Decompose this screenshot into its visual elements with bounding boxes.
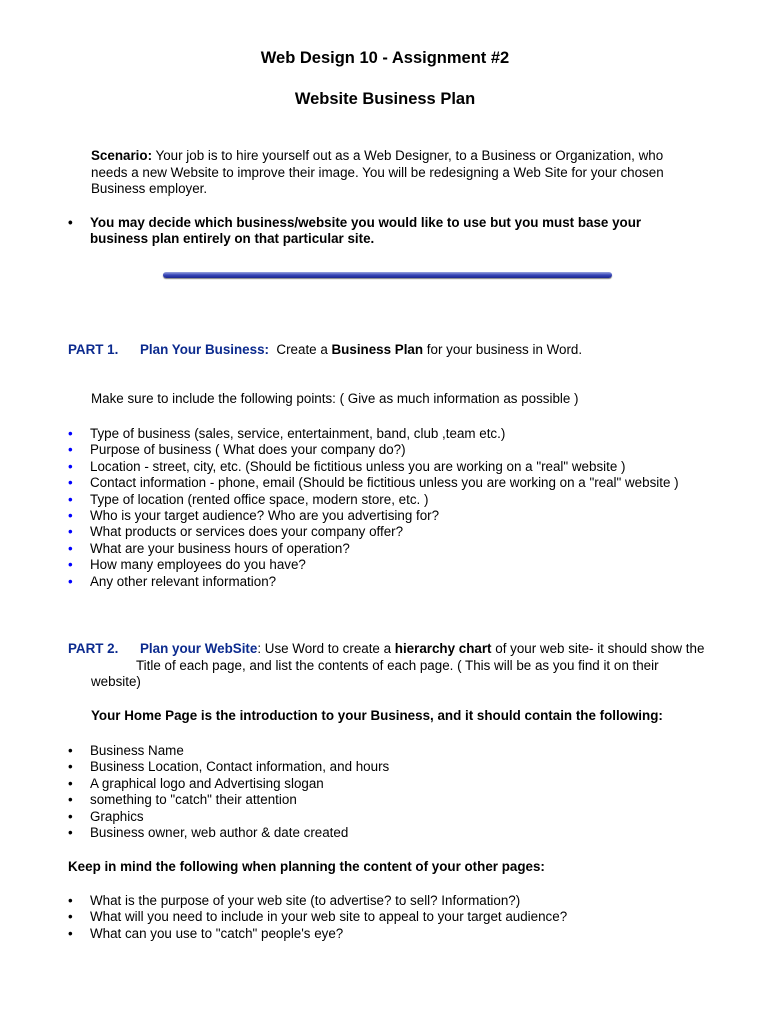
part2-heading [68,641,738,691]
bullet-icon [68,459,90,475]
part1-title: Plan Your Business: [140,342,269,357]
part2-text-after: of your web site- it should show the [491,641,705,656]
document-subtitle: Website Business Plan [294,90,476,108]
list-item-text: Who is your target audience? Who are you advertising for? [90,508,440,524]
list-item [68,909,567,925]
list-item-text: Business Location, Contact information, and hours [90,759,390,775]
bullet-icon [68,809,90,825]
part2-line1 [68,641,738,658]
bullet-icon [68,557,90,573]
part1-text-before: Create a [268,342,332,357]
part2-line2: Title of each page, and list the contents of each page. ( This will be as you find it on their [136,657,659,673]
document-title: Web Design 10 - Assignment #2 [260,49,510,67]
part2-text-before: : Use Word to create a [257,641,395,656]
part1-list [68,426,748,590]
list-item-text: Type of business (sales, service, entertainment, band, club ,team etc.) [90,426,506,441]
list-item-text: A graphical logo and Advertising slogan [90,775,324,791]
list-item-text: What are your business hours of operation? [90,540,350,556]
list-item [68,459,748,475]
list-item-text: Business Name [90,743,184,758]
list-item [68,809,389,825]
list-item [68,492,748,508]
list-item-text: Business owner, web author & date created [90,825,349,841]
list-item-text: Type of location (rented office space, modern store, etc. ) [90,491,429,507]
bullet-icon [68,215,90,248]
bullet-icon [68,508,90,524]
part1-text-after: for your business in Word. [423,342,583,357]
list-item-text: What will you need to include in your web site to appeal to your target audience? [90,909,568,925]
keep-in-mind-heading: Keep in mind the following when planning the content of your other pages: [68,859,545,874]
part1-heading [68,342,728,359]
keep-in-mind-list [68,893,567,942]
bullet-icon [68,893,90,909]
list-item [68,426,748,442]
list-item-text: Purpose of business ( What does your company do?) [90,442,406,458]
list-item-text: Any other relevant information? [90,573,277,589]
bullet-icon [68,926,90,942]
bullet-icon [68,909,90,925]
list-item [68,893,567,909]
list-item [68,759,389,775]
scenario-paragraph [91,148,701,198]
list-item [68,524,748,540]
scenario-label: Scenario: [91,148,153,163]
bullet-icon [68,825,90,841]
requirement-text: You may decide which business/website you would like to use but you must base your business plan entirely on that particular site. [90,215,642,247]
bullet-icon [68,743,90,759]
bullet-icon [68,759,90,775]
list-item [68,442,748,458]
list-item-text: Contact information - phone, email (Should be fictitious unless you are working on a "real" website ) [90,475,679,491]
list-item-text: Graphics [90,808,144,824]
scenario-text: Your job is to hire yourself out as a Web Designer, to a Business or Organization, who needs a new Website to improve their image. You will be redesigning a Web Site for your chosen Business employer. [91,148,664,196]
part2-label: PART 2. [68,641,119,656]
bullet-icon [68,792,90,808]
list-item-text: something to "catch" their attention [90,792,297,808]
list-item [68,792,389,808]
list-item-text: What can you use to "catch" people's eye? [90,925,344,941]
list-item-text: What products or services does your company offer? [90,524,404,540]
bullet-icon [68,574,90,590]
list-item-text: Location - street, city, etc. (Should be fictitious unless you are working on a "real" website ) [90,458,626,474]
list-item [68,475,748,491]
list-item [68,541,748,557]
bullet-icon [68,492,90,508]
list-item [68,508,748,524]
part2-title: Plan your WebSite [140,641,258,656]
bullet-icon [68,426,90,442]
bullet-icon [68,475,90,491]
part2-line3: website) [91,674,141,689]
list-item [68,776,389,792]
list-item [68,743,389,759]
list-item-text: How many employees do you have? [90,557,306,573]
part1-bold: Business Plan [331,342,424,357]
list-item [68,926,567,942]
part1-intro: Make sure to include the following points: ( Give as much information as possible ) [91,391,579,406]
part2-bold: hierarchy chart [394,641,492,656]
home-page-list [68,743,389,841]
list-item-text: What is the purpose of your web site (to advertise? to sell? Information?) [90,893,521,908]
bullet-icon [68,524,90,540]
list-item [68,574,748,590]
part1-label: PART 1. [68,342,119,357]
list-item [68,825,389,841]
bullet-icon [68,442,90,458]
horizontal-divider [163,272,612,278]
home-page-intro: Your Home Page is the introduction to your Business, and it should contain the following: [91,708,663,723]
list-item [68,557,748,573]
requirement-bullet [68,215,688,248]
bullet-icon [68,541,90,557]
bullet-icon [68,776,90,792]
